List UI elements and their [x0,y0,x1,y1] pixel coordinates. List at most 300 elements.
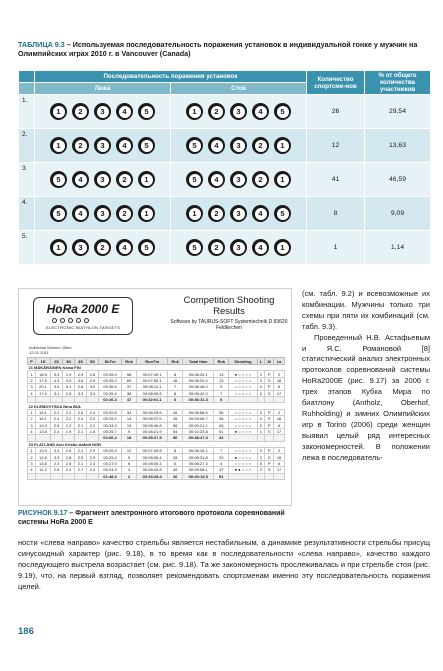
score-row [28,390,285,396]
target-number: 3 [233,106,245,118]
score-row [28,448,285,454]
target-disc [186,205,203,222]
score-total-cell [257,473,265,479]
score-cell: S [265,416,274,422]
score-cell: 00:32.8 [98,409,121,415]
score-column-header: 5S [87,358,99,365]
score-cell: 2 [28,416,36,422]
logo-tagline: ELECTRONIC BIATHLON TARGETS [45,325,121,330]
standing-sequence [171,95,307,129]
score-table [27,357,285,480]
target-disc [252,239,269,256]
percent-value: 9,09 [365,197,431,231]
score-cell: 16 [274,377,285,383]
athlete-count: 1 [307,231,365,265]
score-cell: 00:07:49.8 [136,448,167,454]
target-disc [50,171,67,188]
score-cell: 6 [274,384,285,390]
score-total-cell [75,473,87,479]
target-disc [94,137,111,154]
score-cell: 00:08:29.4 [183,377,214,383]
target-number: 2 [75,106,87,118]
target-disc [94,171,111,188]
score-cell: 9 [214,384,229,390]
table-row [19,231,431,265]
logo-name: HoRa 2000 E [46,302,120,316]
target-number: 2 [211,208,223,220]
score-cell: 54 [168,428,183,434]
score-cell: 00:35.2 [98,377,121,383]
score-cell: 0 [257,460,265,466]
score-cell: 00:08:31.8 [183,454,214,460]
score-cell: 56 [168,422,183,428]
score-cell: 2.1 [75,448,87,454]
score-cell: 4 [122,467,137,473]
body-text: ности «слева направо» качество стрельбы является нестабильным, а динамике результативности стрельбы присущ синусоидный характер (рис. 9.18), в то время как в последовательности «слева направо», качество каждого последующего выстрела возрастает (см. рис. 9.18). Та же закономерность прослеживалась и при стрельбе стоя (рис. 9.19), что, на первый взгляд, позволяет рекомендовать спортсменам именно эту последовательность поражения целей. [18,538,430,591]
score-cell: 1 [257,428,265,434]
score-total-cell [87,473,99,479]
score-cell: ● ○ ○ ○ ○ [229,428,257,434]
score-cell: 13.5 [35,428,50,434]
score-cell: ○ ○ ○ ○ ○ [229,416,257,422]
score-total-cell: 00:38:47.3 [183,435,214,441]
score-row [28,428,285,434]
score-cell: 00:08:21.9 [136,428,167,434]
target-number: 4 [211,174,223,186]
score-cell: 20.1 [35,384,50,390]
score-cell: 1.8 [87,428,99,434]
score-cell: 16 [274,416,285,422]
score-cell: 2.2 [87,416,99,422]
target-number: 4 [75,208,87,220]
score-cell: 2 [274,371,285,377]
figure-caption-text: – Фрагмент электронного итогового протокола соревнований системы HoRa 2000 E [18,510,285,526]
target-number: 2 [119,174,131,186]
score-cell: ○ ○ ○ ○ ○ [229,422,257,428]
score-cell: 16.1 [35,416,50,422]
target-number: 1 [277,174,289,186]
target-number: 3 [97,174,109,186]
score-cell: P [265,384,274,390]
score-cell: 6 [274,422,285,428]
athlete-count: 26 [307,95,365,129]
target-number: 5 [141,242,153,254]
score-cell: 00:08:25.6 [136,409,167,415]
score-cell: 9 [122,454,137,460]
score-cell: 2 [274,409,285,415]
score-cell: 2.4 [51,416,63,422]
target-number: 4 [119,106,131,118]
score-cell: 3 [28,422,36,428]
score-cell: 00:08:25.1 [183,371,214,377]
table-row [19,129,431,163]
target-number: 4 [75,174,87,186]
score-cell: 2.5 [63,460,75,466]
score-column-header: Rnk [168,358,183,365]
score-total-cell [51,473,63,479]
target-disc [138,103,155,120]
score-cell: 2.3 [51,460,63,466]
score-cell: 16 [274,454,285,460]
row-number: 3. [19,163,35,197]
score-cell: 4 [28,467,36,473]
score-cell: 00:35.4 [98,390,121,396]
score-total-cell [35,473,50,479]
score-cell: ○ ○ ○ ○ ○ [229,377,257,383]
target-disc [208,239,225,256]
score-cell: 00:10:23.8 [183,428,214,434]
score-row [28,377,285,383]
score-cell: ● ● ○ ○ ○ [229,467,257,473]
score-cell: 34 [122,409,137,415]
athlete-name: 21 MÄKÄRÄINEN Kaisa FIN [28,365,285,371]
score-cell: 1 [257,454,265,460]
score-cell: S [265,467,274,473]
score-cell: 2.6 [63,448,75,454]
score-cell: 00:34.3 [98,422,121,428]
competition-date: 12.01.2011 [29,350,49,355]
score-cell: ○ ○ ○ ○ ○ [229,460,257,466]
score-total-cell: 00:32:01.1 [136,396,167,402]
table-head-percent: % от общего количества участников [365,71,431,95]
target-number: 5 [189,140,201,152]
percent-value: 29,54 [365,95,431,129]
score-cell: 2.1 [75,460,87,466]
score-cell: P [265,409,274,415]
target-number: 2 [211,242,223,254]
score-cell: P [265,371,274,377]
target-disc [252,205,269,222]
score-column-header: La [274,358,285,365]
athlete-name: 22 KLEMOVYSKA Nina BUL [28,403,285,409]
target-disc [50,239,67,256]
score-total-cell: 00:36:31.3 [183,396,214,402]
score-cell: 2.2 [63,422,75,428]
score-cell: 0 [257,416,265,422]
score-cell: 2.9 [87,448,99,454]
score-cell: 65 [122,377,137,383]
target-disc [94,205,111,222]
score-cell: 00:08:00.3 [136,460,167,466]
score-total-cell: 01:48.2 [98,473,121,479]
score-cell: 00:08:58.6 [183,409,214,415]
standing-sequence [171,129,307,163]
target-number: 2 [211,106,223,118]
figure-caption [18,510,294,527]
score-cell: 3.1 [51,390,63,396]
target-disc [230,239,247,256]
score-cell: 2 [274,448,285,454]
score-cell: 00:09:08.1 [183,467,214,473]
score-cell: 16 [168,377,183,383]
right-paragraph-2: Проведенный Н.В. Астафьевым и Я.С. Романовой [8] статистический анализ электронных протоколов соревнований системы HoRa2000E (рис. 9.17) за 2006 г. трех этапов Кубка Мира по биатлону (Antholz, Oberhof, Ruhholding) и зимних Олимпийских игр в Torino (2006) среди женщин выявил целый ряд интересных закономерностей. В положении лежа в последователь- [302,332,430,462]
score-total-cell: 6 [214,396,229,402]
target-number: 5 [189,174,201,186]
score-cell: 3.3 [87,390,99,396]
target-disc [208,171,225,188]
figure-software: Software by TAURUS-SOFT Systemtechnik D 83620 Feldkirchen [170,319,288,331]
competition-name: Individual Women 15km [29,345,72,350]
target-disc [50,103,67,120]
score-cell: 00:29.2 [98,416,121,422]
score-cell: 00:08:43.8 [136,467,167,473]
score-column-header: 2S [51,358,63,365]
score-column-header: Total time [183,358,214,365]
target-disc [252,171,269,188]
score-cell: 3.3 [75,390,87,396]
score-cell: 47 [214,467,229,473]
score-cell: 0 [257,390,265,396]
score-column-header: RunTm [136,358,167,365]
score-cell: 3 [28,384,36,390]
target-number: 5 [141,140,153,152]
table-caption [18,40,430,58]
target-disc [274,103,291,120]
score-cell: ○ ○ ○ ○ ○ [229,390,257,396]
target-number: 1 [189,208,201,220]
target-number: 5 [277,208,289,220]
score-total-cell: 18 [122,435,137,441]
score-cell: 2.8 [63,390,75,396]
score-cell: 49 [168,467,183,473]
score-cell: 38 [214,416,229,422]
score-cell: 00:08:06.4 [136,454,167,460]
score-cell: 45 [168,409,183,415]
prone-sequence [35,95,171,129]
score-cell: 4.3 [51,377,63,383]
score-column-header: ShTm [98,358,121,365]
athlete-count: 41 [307,163,365,197]
score-row [28,416,285,422]
score-cell: 18.1 [35,409,50,415]
score-cell: 12 [122,448,137,454]
target-number: 5 [53,174,65,186]
score-cell: 3.3 [51,454,63,460]
score-cell: 2 [257,467,265,473]
target-disc [208,137,225,154]
score-cell: ○ ○ ○ ○ ○ [229,384,257,390]
score-cell: ○ ○ ○ ○ ○ [229,448,257,454]
score-cell: 13.8 [35,460,50,466]
table-head-count: Количество спортсме-нов [307,71,365,95]
score-cell: 2.3 [87,460,99,466]
target-disc [274,171,291,188]
target-disc [274,205,291,222]
page-number: 186 [18,626,34,637]
score-cell: 3.6 [75,377,87,383]
score-cell: 13 [214,377,229,383]
target-number: 2 [75,140,87,152]
score-column-header: M [265,358,274,365]
score-cell: 1 [28,448,36,454]
score-total-row [28,473,285,479]
score-cell: 2.1 [75,428,87,434]
score-cell: 00:08:48.0 [183,384,214,390]
score-cell: S [265,454,274,460]
score-total-cell [63,473,75,479]
score-cell: 6 [122,460,137,466]
score-row [28,422,285,428]
score-cell: 2.6 [51,467,63,473]
score-cell: 3.0 [87,384,99,390]
target-number: 5 [141,106,153,118]
prone-sequence [35,231,171,265]
score-cell: 1 [28,409,36,415]
right-column-text [302,289,430,464]
score-cell: 00:09:06.7 [183,416,214,422]
figure-meta [29,345,72,355]
score-cell: 17.5 [35,377,50,383]
score-cell: 4 [28,428,36,434]
target-disc [50,205,67,222]
score-cell: 7 [214,390,229,396]
target-disc [186,137,203,154]
athlete-count: 8 [307,197,365,231]
target-number: 2 [119,208,131,220]
athlete-name: 23 FLATLAND Ann Kristin Aafedt NOR [28,441,285,447]
score-cell: 2.5 [75,409,87,415]
score-cell: 36 [214,409,229,415]
score-cell: 2 [28,454,36,460]
score-total-cell: 47 [122,396,137,402]
target-disc [72,205,89,222]
score-cell: 2.2 [63,409,75,415]
score-cell: 14 [122,416,137,422]
score-row [28,409,285,415]
score-cell: P [265,422,274,428]
score-cell: 2.9 [87,454,99,460]
target-disc [186,239,203,256]
prone-sequence [35,163,171,197]
score-cell: 11.2 [35,467,50,473]
score-cell: 1.9 [63,428,75,434]
score-cell: 00:35.9 [98,371,121,377]
score-cell: 00:25.4 [98,454,121,460]
percent-value: 13,63 [365,129,431,163]
target-disc [116,239,133,256]
target-disc [252,103,269,120]
score-total-cell [229,473,257,479]
score-cell: 2.8 [75,384,87,390]
score-total-cell: 50 [168,435,183,441]
score-cell: 00:08:46.8 [136,422,167,428]
score-cell: 2 [28,377,36,383]
score-cell: 00:08:05.8 [136,390,167,396]
score-cell: 9 [122,428,137,434]
score-cell: 2.4 [51,428,63,434]
score-cell: 2.4 [87,467,99,473]
score-cell: 8 [168,371,183,377]
target-disc [252,137,269,154]
target-disc [50,137,67,154]
score-column-header: 4S [75,358,87,365]
score-cell: 00:24.3 [98,467,121,473]
row-number: 5. [19,231,35,265]
score-cell: 17 [274,467,285,473]
target-number: 3 [97,208,109,220]
score-cell: 20 [214,454,229,460]
target-disc [116,205,133,222]
score-cell: S [265,377,274,383]
score-row [28,467,285,473]
score-total-cell: 02:06.2 [98,435,121,441]
score-cell: 2.5 [51,422,63,428]
target-disc [138,205,155,222]
target-number: 5 [277,106,289,118]
target-number: 3 [97,106,109,118]
score-cell: 00:08:16.1 [183,448,214,454]
score-cell: S [265,428,274,434]
target-number: 1 [53,140,65,152]
score-cell: 00:08:37.5 [136,416,167,422]
score-cell: 3.1 [63,384,75,390]
prone-sequence [35,129,171,163]
score-cell: 3.5 [63,377,75,383]
score-cell: 0 [257,409,265,415]
target-disc [274,239,291,256]
percent-value: 46,59 [365,163,431,197]
score-cell: 17.0 [35,390,50,396]
target-number: 3 [233,140,245,152]
score-cell: 2.2 [63,416,75,422]
target-number: 1 [189,106,201,118]
score-cell: 13.9 [35,448,50,454]
target-number: 3 [233,174,245,186]
target-disc [94,239,111,256]
target-number: 2 [97,242,109,254]
score-cell: 2.4 [63,467,75,473]
score-cell: 00:27.0 [98,460,121,466]
score-cell: 58 [122,371,137,377]
score-cell: 3 [28,460,36,466]
table-head-standing: Стоя [171,83,307,95]
score-cell: 37 [122,384,137,390]
standing-sequence [171,197,307,231]
score-total-cell: 00:35:27.9 [136,435,167,441]
score-column-header: 3S [63,358,75,365]
score-column-header: Rnk [214,358,229,365]
score-cell: 7 [168,384,183,390]
target-disc [230,171,247,188]
score-cell: 6 [274,460,285,466]
target-number: 4 [255,242,267,254]
score-cell: ● ○ ○ ○ ○ [229,371,257,377]
score-total-cell [28,473,36,479]
figure-caption-label: РИСУНОК 9.17 [18,510,68,517]
target-disc [274,137,291,154]
score-cell: 19 [122,422,137,428]
target-number: 1 [141,208,153,220]
score-cell: 00:09:21.1 [183,422,214,428]
target-disc [186,171,203,188]
score-cell: 0 [257,377,265,383]
score-total-cell: 6 [168,396,183,402]
target-number: 1 [53,242,65,254]
target-number: 3 [97,140,109,152]
table-caption-text: – Используемая последовательность поражения установок в индивидуальной гонке у мужчин на Олимпийских играх 2010 г. в Vancouver (Canada) [18,40,418,58]
score-row [28,371,285,377]
target-number: 4 [119,242,131,254]
score-cell: 8 [168,390,183,396]
target-number: 1 [277,242,289,254]
target-number: 3 [233,208,245,220]
score-cell: 18.9 [35,371,50,377]
score-cell: 4 [214,460,229,466]
score-total-cell: 00:40:16.5 [183,473,214,479]
percent-value: 1,14 [365,231,431,265]
score-cell: 00:07:55.1 [136,377,167,383]
sequence-table [18,70,431,265]
